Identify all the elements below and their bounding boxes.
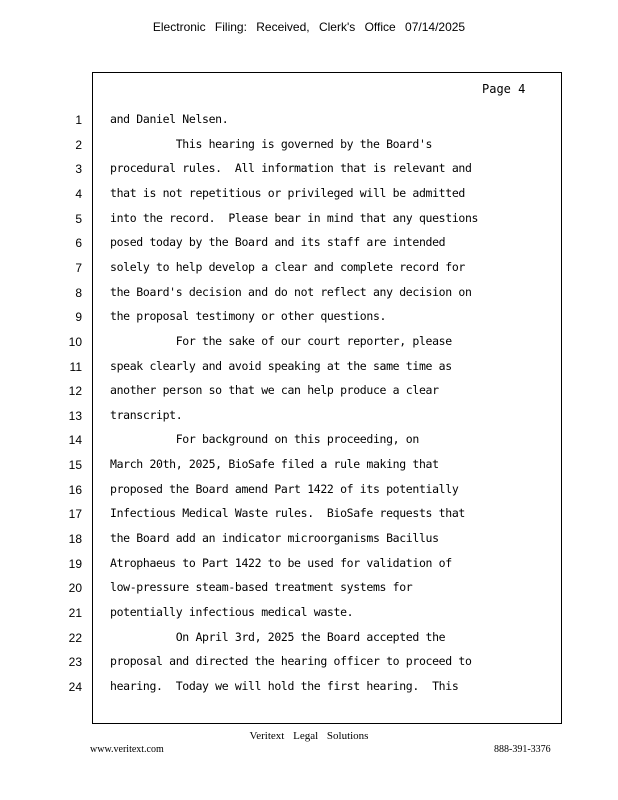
transcript-line: and Daniel Nelsen. <box>110 112 229 126</box>
transcript-line: that is not repetitious or privileged will be admitted <box>110 186 465 200</box>
line-number: 23 <box>68 655 82 669</box>
line-number: 7 <box>75 261 82 275</box>
line-number: 22 <box>68 631 82 645</box>
page-number-label: Page 4 <box>482 82 526 96</box>
transcript-line: the proposal testimony or other questions. <box>110 309 387 323</box>
footer-phone: 888-391-3376 <box>494 744 551 755</box>
transcript-line: posed today by the Board and its staff are intended <box>110 235 446 249</box>
line-number: 11 <box>69 360 82 374</box>
transcript-line: speak clearly and avoid speaking at the same time as <box>110 359 452 373</box>
line-number: 10 <box>68 335 82 349</box>
transcript-line: the Board add an indicator microorganisms Bacillus <box>110 531 439 545</box>
transcript-line: potentially infectious medical waste. <box>110 605 354 619</box>
line-number: 2 <box>75 138 82 152</box>
transcript-line: Infectious Medical Waste rules. BioSafe requests that <box>110 506 465 520</box>
line-number: 14 <box>68 433 82 447</box>
line-number: 15 <box>68 458 82 472</box>
transcript-line: procedural rules. All information that is relevant and <box>110 161 472 175</box>
transcript-line: On April 3rd, 2025 the Board accepted the <box>110 630 446 644</box>
transcript-line: the Board's decision and do not reflect any decision on <box>110 285 472 299</box>
transcript-line: solely to help develop a clear and complete record for <box>110 260 465 274</box>
line-number: 1 <box>75 113 82 127</box>
line-number: 3 <box>75 162 82 176</box>
line-number: 9 <box>75 310 82 324</box>
transcript-line: low-pressure steam-based treatment systems for <box>110 580 413 594</box>
line-number: 4 <box>75 187 82 201</box>
footer-company: Veritext Legal Solutions <box>249 730 369 742</box>
transcript-line: For the sake of our court reporter, please <box>110 334 452 348</box>
transcript-line: For background on this proceeding, on <box>110 432 419 446</box>
transcript-line: proposal and directed the hearing officer to proceed to <box>110 654 472 668</box>
filing-stamp-header: Electronic Filing: Received, Clerk's Office 07/14/2025 <box>152 20 466 34</box>
line-number: 24 <box>68 680 82 694</box>
line-number: 8 <box>75 286 82 300</box>
line-number: 20 <box>68 581 82 595</box>
transcript-line: transcript. <box>110 408 183 422</box>
line-number: 12 <box>68 384 82 398</box>
footer-website: www.veritext.com <box>90 744 164 755</box>
line-number: 18 <box>68 532 82 546</box>
transcript-line: another person so that we can help produce a clear <box>110 383 439 397</box>
transcript-line: hearing. Today we will hold the first hearing. This <box>110 679 459 693</box>
line-number: 16 <box>68 483 82 497</box>
transcript-line: into the record. Please bear in mind that any questions <box>110 211 479 225</box>
line-number: 6 <box>75 236 82 250</box>
line-number: 21 <box>68 606 82 620</box>
line-number: 5 <box>75 212 82 226</box>
transcript-line: Atrophaeus to Part 1422 to be used for validation of <box>110 556 452 570</box>
transcript-line: March 20th, 2025, BioSafe filed a rule making that <box>110 457 439 471</box>
line-number: 13 <box>68 409 82 423</box>
transcript-line: proposed the Board amend Part 1422 of its potentially <box>110 482 459 496</box>
line-number: 19 <box>68 557 82 571</box>
line-number: 17 <box>68 507 82 521</box>
transcript-line: This hearing is governed by the Board's <box>110 137 433 151</box>
